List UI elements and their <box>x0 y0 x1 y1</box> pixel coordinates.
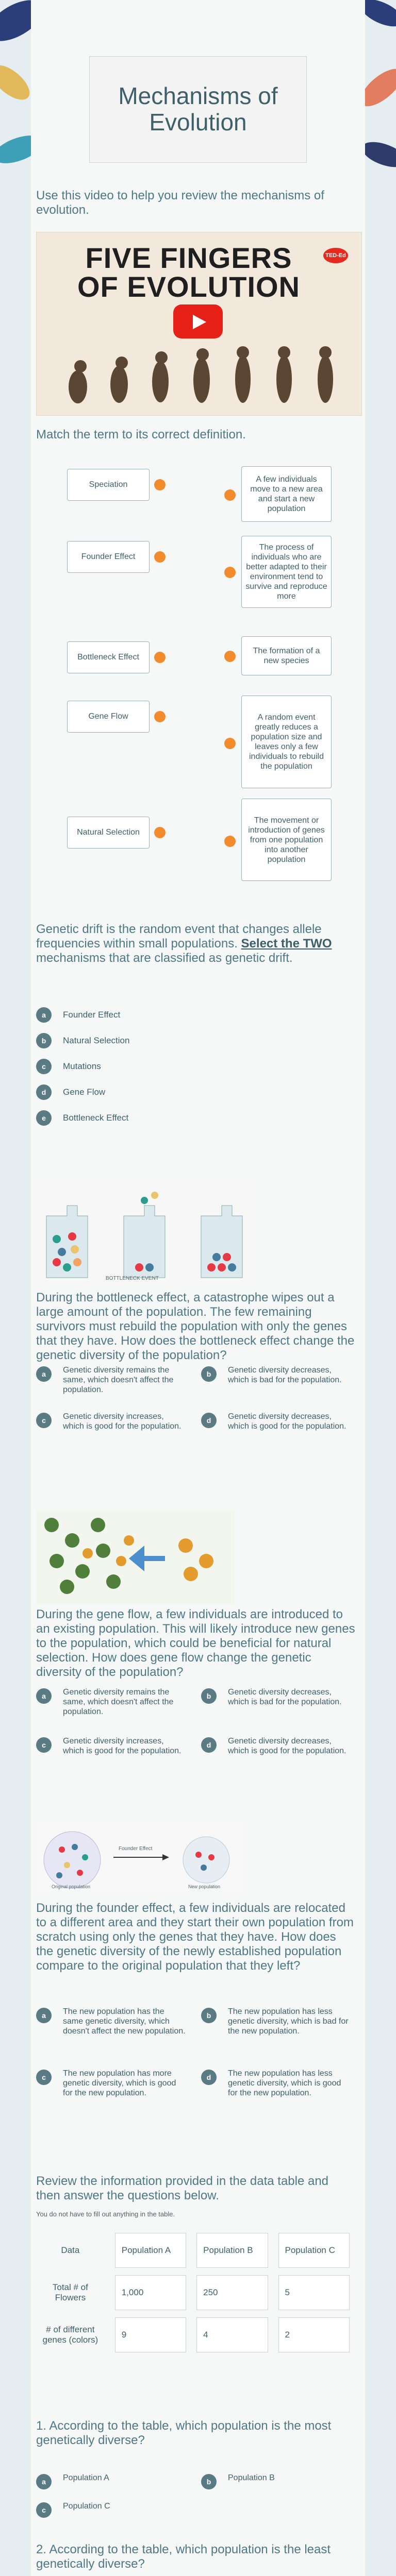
match-definition[interactable]: The formation of a new species <box>241 636 332 675</box>
match-prompt: Match the term to its correct definition. <box>36 428 246 442</box>
option-label: Founder Effect <box>63 1010 121 1020</box>
option-letter: d <box>201 1737 217 1753</box>
data-table-prompt: Review the information provided in the data table and then answer the questions below. <box>36 2174 329 2202</box>
option-box[interactable] <box>201 2069 351 2098</box>
option-row[interactable] <box>36 1084 105 1100</box>
option-letter: b <box>201 2474 217 2489</box>
option-label: Genetic diversity remains the same, which doesn't affect the population. <box>63 1366 174 1394</box>
data-table <box>26 2226 360 2360</box>
match-term-bottleneck-effect[interactable]: Bottleneck Effect <box>67 641 150 673</box>
option-label: Population B <box>228 2473 275 2482</box>
option-row[interactable] <box>36 1059 101 1074</box>
match-connector-dot[interactable] <box>154 479 166 490</box>
option-letter: a <box>36 1007 52 1023</box>
option-label: Population C <box>63 2502 110 2511</box>
match-connector-dot[interactable] <box>224 651 236 662</box>
table-row <box>36 2317 350 2352</box>
option-label: Genetic diversity decreases, which is good for the population. <box>228 1412 346 1431</box>
option-label: Bottleneck Effect <box>63 1113 129 1123</box>
original-population-label: Original population <box>52 1884 91 1889</box>
option-letter: d <box>201 1413 217 1428</box>
question-1: 1. According to the table, which population is the most genetically diverse? <box>36 2419 332 2447</box>
option-label: Population A <box>63 2473 109 2482</box>
option-label: Genetic diversity decreases, which is good for the population. <box>228 1737 346 1755</box>
bottleneck-illustration <box>36 1185 253 1285</box>
match-connector-dot[interactable] <box>154 551 166 563</box>
match-connector-dot[interactable] <box>224 567 236 578</box>
gene-flow-cells-icon <box>36 1510 235 1605</box>
founder-effect-illustration <box>36 1821 245 1891</box>
video-title: FIVE FINGERS OF EVOLUTION <box>77 242 300 303</box>
option-label: Natural Selection <box>63 1036 130 1045</box>
data-table-note: You do not have to fill out anything in the table. <box>36 2210 175 2218</box>
match-connector-dot[interactable] <box>224 836 236 847</box>
bottleneck-label: BOTTLENECK EVENT <box>106 1276 159 1281</box>
question-2: 2. According to the table, which population is the least genetically diverse? <box>36 2543 331 2571</box>
question-gene-flow: During the gene flow, a few individuals are introduced to an existing population. This will likely introduce new genes to the population, which could be beneficial for natural selection. How does gene flow change the genetic diversity of the population? <box>36 1607 355 1679</box>
match-connector-dot[interactable] <box>154 652 166 663</box>
option-row[interactable] <box>36 1110 128 1126</box>
option-label: The new population has more genetic diversity, which is good for the new population. <box>63 2069 176 2097</box>
table-cell: 1,000 <box>115 2275 186 2310</box>
option-letter: c <box>36 2502 52 2518</box>
option-box[interactable] <box>201 1412 351 1431</box>
match-term-founder-effect[interactable]: Founder Effect <box>67 541 150 573</box>
option-label: Genetic diversity increases, which is good for the population. <box>63 1412 182 1431</box>
question-genetic-drift <box>36 922 356 965</box>
option-box[interactable] <box>201 1736 351 1756</box>
bottleneck-bottles-icon <box>36 1185 253 1285</box>
table-cell: 250 <box>196 2275 268 2310</box>
gene-flow-illustration <box>36 1510 235 1605</box>
founder-effect-label: Founder Effect <box>119 1846 153 1852</box>
table-cell: 5 <box>278 2275 350 2310</box>
option-letter: b <box>201 2008 217 2023</box>
table-cell: 4 <box>196 2317 268 2352</box>
question-text: mechanisms that are classified as genetic drift. <box>36 951 293 965</box>
option-box[interactable] <box>36 2473 186 2489</box>
option-letter: b <box>201 1688 217 1704</box>
question-emphasis: Select the TWO <box>241 937 332 951</box>
question-text: Genetic drift is the random event that changes allele frequencies within small populations. <box>36 922 322 951</box>
play-button-icon[interactable] <box>173 304 223 338</box>
table-header: Population B <box>196 2233 268 2268</box>
option-box[interactable] <box>36 1365 186 1395</box>
option-label: The new population has less genetic diversity, which is bad for the new population. <box>228 2007 349 2036</box>
option-box[interactable] <box>36 2007 186 2036</box>
new-population-label: New population <box>188 1884 221 1889</box>
option-box[interactable] <box>201 2007 351 2036</box>
option-row[interactable] <box>36 1033 129 1048</box>
option-label: Genetic diversity decreases, which is bad for the population. <box>228 1366 342 1384</box>
question-bottleneck: During the bottleneck effect, a catastrophe wipes out a large amount of the population. The few remaining survivors must rebuild the population with only the genes that they have. How does the bottleneck effect change the genetic diversity of the population? <box>36 1291 355 1362</box>
match-term-gene-flow[interactable]: Gene Flow <box>67 701 150 733</box>
title-block <box>31 47 365 171</box>
table-row-label: Total # of Flowers <box>52 2282 88 2302</box>
option-box[interactable] <box>201 1365 351 1385</box>
table-header: Population A <box>115 2233 186 2268</box>
option-letter: e <box>36 1110 52 1126</box>
option-letter: b <box>201 1366 217 1382</box>
option-letter: c <box>36 2070 52 2085</box>
ted-ed-badge: TED-Ed <box>323 248 348 263</box>
option-box[interactable] <box>201 2473 351 2489</box>
option-box[interactable] <box>36 1687 186 1717</box>
match-connector-dot[interactable] <box>224 489 236 501</box>
option-box[interactable] <box>201 1687 351 1707</box>
match-connector-dot[interactable] <box>154 711 166 722</box>
table-row <box>36 2275 350 2310</box>
match-definition[interactable]: The process of individuals who are better adapted to their environment tend to survive and reproduce more <box>241 536 332 608</box>
option-box[interactable] <box>36 2069 186 2098</box>
option-box[interactable] <box>36 2501 186 2518</box>
table-cell: 2 <box>278 2317 350 2352</box>
option-label: Gene Flow <box>63 1087 106 1097</box>
option-box[interactable] <box>36 1736 186 1756</box>
founder-effect-populations-icon <box>36 1821 245 1891</box>
match-definition[interactable]: A few individuals move to a new area and start a new population <box>241 466 332 522</box>
option-label: Genetic diversity remains the same, which doesn't affect the population. <box>63 1688 174 1716</box>
option-letter: a <box>36 1688 52 1704</box>
option-letter: b <box>36 1033 52 1048</box>
question-founder-effect: During the founder effect, a few individuals are relocated to a different area and they start their own population from scratch using only the genes that they have. How does the genetic diversity of the newly established population compare to the original population that they left? <box>36 1901 354 1973</box>
table-header-row <box>36 2233 350 2268</box>
option-label: Genetic diversity decreases, which is bad for the population. <box>228 1688 342 1706</box>
option-letter: d <box>36 1084 52 1100</box>
option-letter: a <box>36 1366 52 1382</box>
table-row-label: # of different genes (colors) <box>42 2325 98 2345</box>
match-connector-dot[interactable] <box>154 827 166 838</box>
option-letter: a <box>36 2474 52 2489</box>
option-row[interactable] <box>36 1007 120 1023</box>
table-header: Data <box>61 2245 80 2255</box>
video-player[interactable] <box>36 232 362 416</box>
match-definition[interactable]: The movement or introduction of genes from one population into another population <box>241 799 332 881</box>
option-label: The new population has the same genetic diversity, which doesn't affect the new population. <box>63 2007 186 2036</box>
option-letter: a <box>36 2008 52 2023</box>
option-box[interactable] <box>36 1412 186 1431</box>
option-label: Mutations <box>63 1061 101 1071</box>
option-letter: c <box>36 1737 52 1753</box>
table-cell: 9 <box>115 2317 186 2352</box>
match-connector-dot[interactable] <box>224 738 236 749</box>
title-box <box>89 56 307 163</box>
page-title: Mechanisms of Evolution <box>118 82 278 135</box>
match-definition[interactable]: A random event greatly reduces a population size and leaves only a few individuals to rebuild the population <box>241 696 332 788</box>
option-label: The new population has less genetic diversity, which is good for the new population. <box>228 2069 341 2097</box>
match-term-natural-selection[interactable]: Natural Selection <box>67 817 150 849</box>
option-label: Genetic diversity increases, which is good for the population. <box>63 1737 182 1755</box>
table-header: Population C <box>278 2233 350 2268</box>
option-letter: c <box>36 1059 52 1074</box>
intro-text: Use this video to help you review the mechanisms of evolution. <box>36 189 324 217</box>
option-letter: d <box>201 2070 217 2085</box>
option-letter: c <box>36 1413 52 1428</box>
evolution-figures-illustration <box>57 338 346 410</box>
match-term-speciation[interactable]: Speciation <box>67 469 150 501</box>
